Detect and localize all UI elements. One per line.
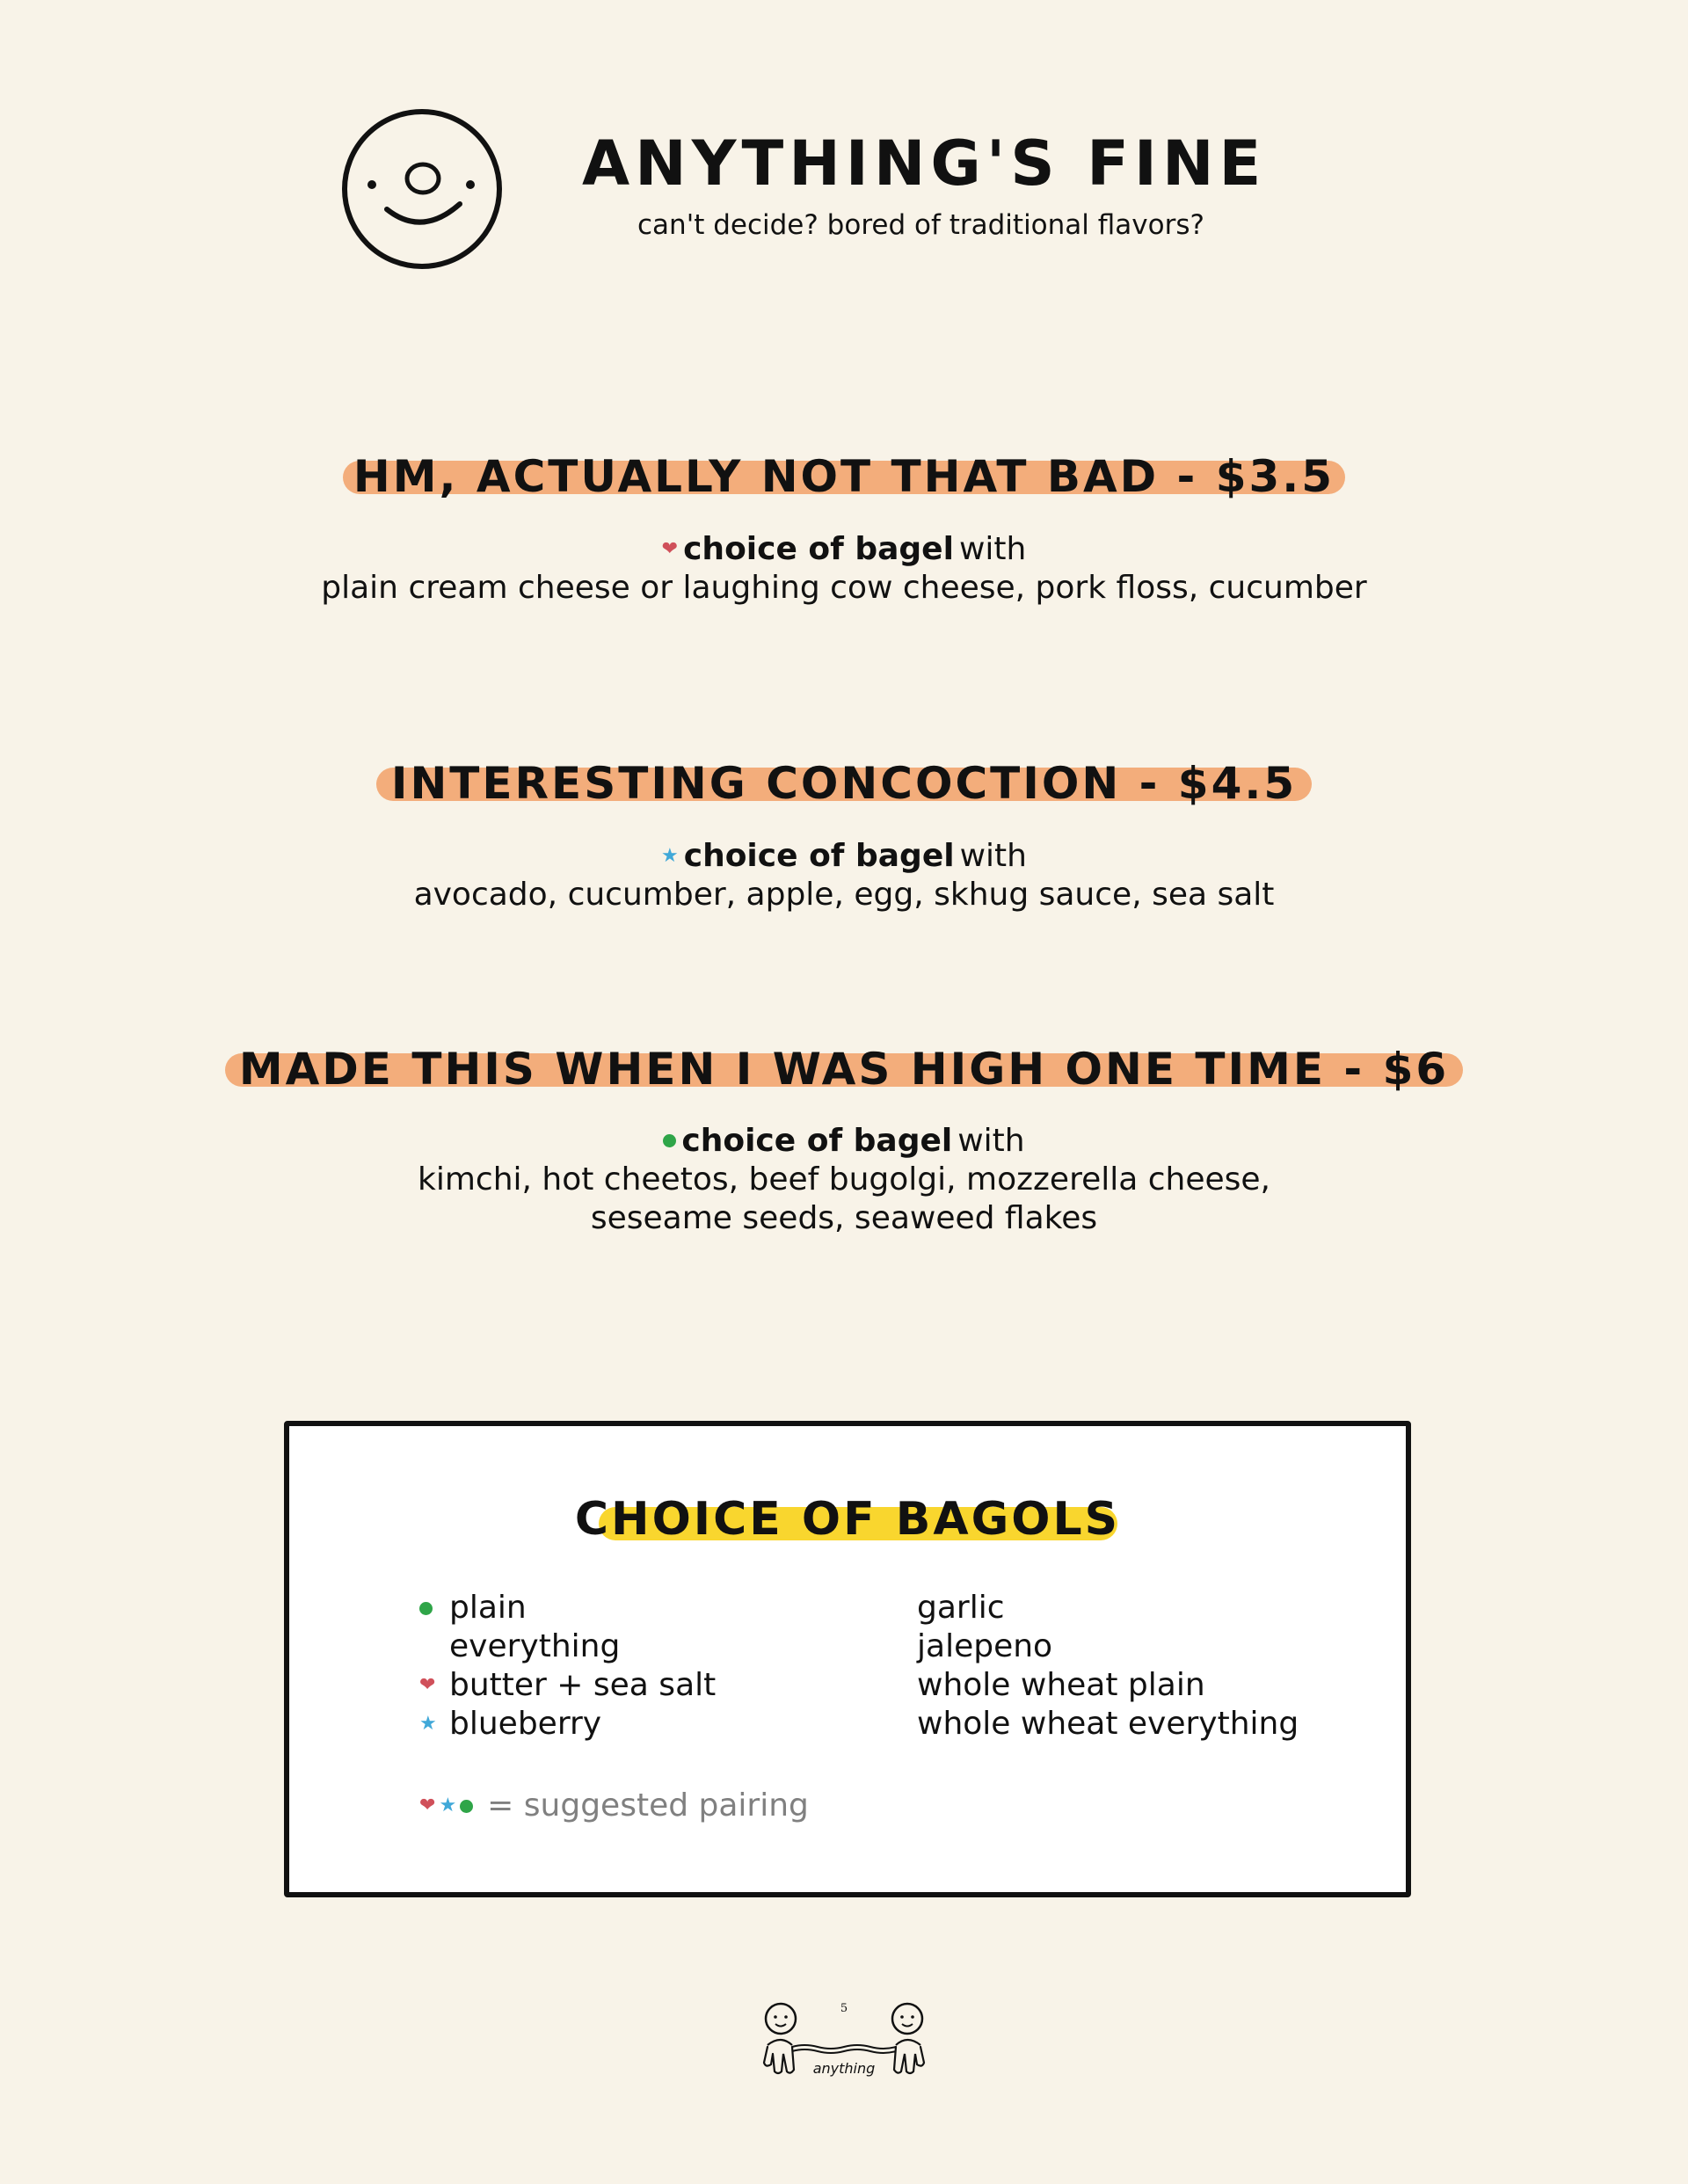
lead-bold: choice of bagel xyxy=(681,1122,953,1159)
green-dot-icon xyxy=(419,1602,433,1615)
menu-item-title: HM, ACTUALLY NOT THAT BAD - $3.5 xyxy=(353,451,1335,502)
bagel-name: blueberry xyxy=(449,1706,602,1742)
ingredients-line: avocado, cucumber, apple, egg, skhug sauce, sea salt xyxy=(413,877,1275,913)
pairing-legend xyxy=(419,1787,809,1825)
menu-item-3 xyxy=(0,1037,1688,1238)
list-item xyxy=(412,1705,716,1744)
lead-rest: with xyxy=(959,838,1027,874)
footer-mascot-icon xyxy=(752,1992,936,2089)
menu-item-2 xyxy=(0,752,1688,914)
list-item xyxy=(917,1627,1299,1666)
heart-icon: ❤ xyxy=(419,1795,436,1816)
bagel-name: plain xyxy=(449,1590,527,1626)
bagel-list-right xyxy=(917,1589,1299,1744)
star-icon: ★ xyxy=(661,845,679,867)
list-item xyxy=(917,1666,1299,1705)
bagel-list-left xyxy=(412,1589,716,1744)
list-item xyxy=(412,1627,716,1666)
lead-rest: with xyxy=(958,531,1027,567)
smiley-face-icon xyxy=(338,106,506,273)
heart-icon: ❤ xyxy=(419,1674,436,1696)
bagel-name: everything xyxy=(449,1628,621,1664)
footer-brand: anything xyxy=(812,2060,876,2077)
list-item xyxy=(917,1705,1299,1744)
bagel-name: jalepeno xyxy=(917,1628,1053,1664)
list-item xyxy=(412,1589,716,1627)
star-icon: ★ xyxy=(419,1713,437,1735)
bagel-choices-title: CHOICE OF BAGOLS xyxy=(574,1493,1121,1546)
lead-bold: choice of bagel xyxy=(683,838,955,874)
list-item xyxy=(412,1666,716,1705)
bagel-name: garlic xyxy=(917,1590,1005,1626)
ingredients-line: plain cream cheese or laughing cow cheese, pork floss, cucumber xyxy=(321,570,1367,606)
bagel-name: whole wheat plain xyxy=(917,1667,1205,1703)
heart-icon: ❤ xyxy=(661,538,679,560)
legend-text: = suggested pairing xyxy=(487,1787,809,1824)
menu-item-1 xyxy=(0,445,1688,608)
green-dot-icon xyxy=(460,1800,473,1813)
bagel-name: butter + sea salt xyxy=(449,1667,717,1703)
page-title: ANYTHING'S FINE xyxy=(582,127,1267,200)
ingredients-line: kimchi, hot cheetos, beef bugolgi, mozzerella cheese, xyxy=(417,1161,1270,1198)
page-subtitle: can't decide? bored of traditional flavors? xyxy=(637,209,1204,241)
ingredients-line: seseame seeds, seaweed flakes xyxy=(590,1199,1098,1236)
page-number: 5 xyxy=(840,2002,848,2015)
lead-rest: with xyxy=(957,1122,1025,1159)
menu-item-title: INTERESTING CONCOCTION - $4.5 xyxy=(390,758,1298,809)
bagel-choices-box xyxy=(284,1421,1411,1897)
star-icon: ★ xyxy=(439,1795,457,1816)
green-dot-icon xyxy=(663,1134,676,1147)
list-item xyxy=(917,1589,1299,1627)
lead-bold: choice of bagel xyxy=(683,531,954,567)
menu-item-title: MADE THIS WHEN I WAS HIGH ONE TIME - $6 xyxy=(238,1044,1450,1095)
bagel-name: whole wheat everything xyxy=(917,1706,1299,1742)
